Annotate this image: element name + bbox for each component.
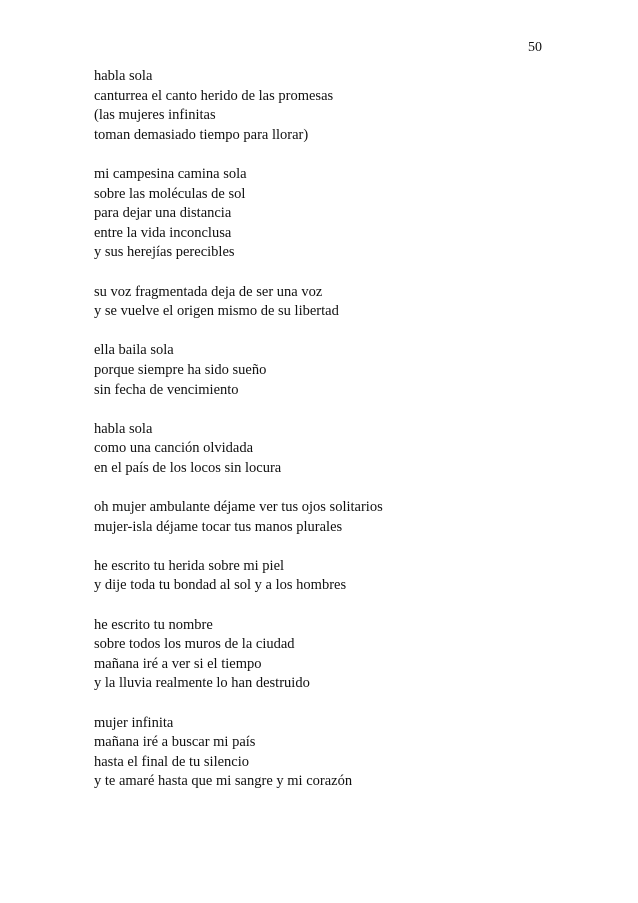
poem-line: mañana iré a ver si el tiempo [94, 655, 262, 672]
stanza-gap [94, 145, 594, 165]
poem-line: y te amaré hasta que mi sangre y mi corazón [94, 773, 353, 790]
stanza [94, 714, 594, 792]
poem-line: como una canción olvidada [94, 440, 254, 457]
page-number: 50 [528, 40, 542, 55]
poem-line: mujer-isla déjame tocar tus manos plurales [94, 518, 343, 535]
poem-line: mañana iré a buscar mi país [94, 734, 256, 751]
poem-line: para dejar una distancia [94, 205, 232, 222]
stanza-gap [94, 596, 594, 616]
poem-line: habla sola [94, 68, 153, 84]
stanza [94, 557, 594, 596]
poem-line: oh mujer ambulante déjame ver tus ojos solitarios [94, 499, 383, 516]
stanza-gap [94, 694, 594, 714]
poem-line: y dije toda tu bondad al sol y a los hombres [94, 577, 347, 594]
poem-line: y sus herejías perecibles [94, 244, 235, 261]
poem-body [94, 67, 594, 792]
poem-line: he escrito tu herida sobre mi piel [94, 557, 285, 574]
stanza-gap [94, 478, 594, 498]
poem-line: en el país de los locos sin locura [94, 459, 282, 476]
poem-line: y la lluvia realmente lo han destruido [94, 675, 310, 692]
poem-line: he escrito tu nombre [94, 616, 213, 633]
stanza [94, 341, 594, 400]
poem-line: mi campesina camina sola [94, 165, 247, 182]
poem-line: (las mujeres infinitas [94, 107, 216, 124]
poem-line: canturrea el canto herido de las promesas [94, 87, 334, 104]
poem-line: sobre las moléculas de sol [94, 185, 246, 202]
stanza [94, 498, 594, 537]
stanza-gap [94, 263, 594, 283]
poem-line: ella baila sola [94, 342, 174, 359]
stanza-gap [94, 400, 594, 420]
stanza [94, 283, 594, 322]
stanza [94, 165, 594, 263]
poem-line: entre la vida inconclusa [94, 224, 232, 241]
stanza-gap [94, 537, 594, 557]
stanza-gap [94, 322, 594, 342]
poem-line: sin fecha de vencimiento [94, 381, 239, 398]
stanza [94, 616, 594, 694]
stanza [94, 420, 594, 479]
poem-line: toman demasiado tiempo para llorar) [94, 126, 309, 143]
poem-line: mujer infinita [94, 714, 174, 731]
poem-line: hasta el final de tu silencio [94, 753, 250, 770]
poem-line: y se vuelve el origen mismo de su libertad [94, 303, 339, 320]
poem-line: porque siempre ha sido sueño [94, 361, 267, 378]
poem-line: habla sola [94, 420, 153, 437]
poem-line: su voz fragmentada deja de ser una voz [94, 283, 323, 300]
stanza [94, 67, 594, 145]
poem-line: sobre todos los muros de la ciudad [94, 636, 295, 653]
